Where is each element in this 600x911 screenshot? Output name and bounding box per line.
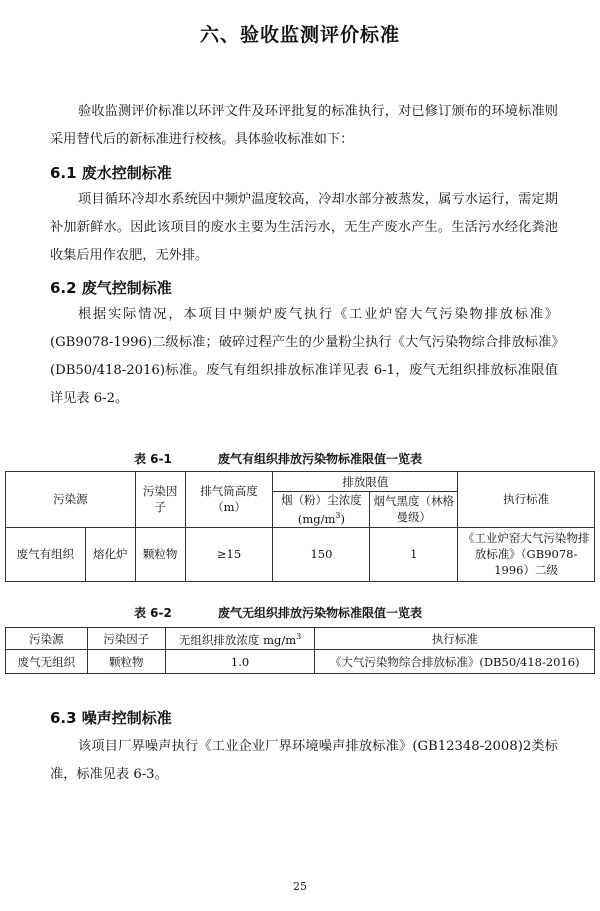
cell-factor: 颗粒物 xyxy=(87,650,165,674)
cell-source: 熔化炉 xyxy=(85,527,135,581)
header-standard: 执行标准 xyxy=(315,628,595,650)
cell-type: 废气有组织 xyxy=(6,527,86,581)
page-number: 25 xyxy=(293,880,307,893)
header-factor: 污染因子 xyxy=(135,472,185,528)
section-6-1-heading: 6.1 废水控制标准 xyxy=(50,164,172,182)
header-fugitive-concentration: 无组织排放浓度 $mg/m^3$ xyxy=(165,628,315,650)
section-6-3-text: 该项目厂界噪声执行《工业企业厂界环境噪声排放标准》(GB12348-2008)2类标准，标准见表 6-3。 xyxy=(50,739,558,782)
cell-height: ≥15 xyxy=(185,527,273,581)
cell-blackness: 1 xyxy=(370,527,458,581)
cell-concentration: 1.0 xyxy=(165,650,315,674)
table-6-2 xyxy=(5,627,595,674)
header-standard: 执行标准 xyxy=(458,472,595,528)
intro-paragraph: 验收监测评价标准以环评文件及环评批复的标准执行，对已修订颁布的环境标准则采用替代后的新标准进行校核。具体验收标准如下： xyxy=(50,104,558,147)
cell-standard: 《大气污染物综合排放标准》(DB50/418-2016) xyxy=(315,650,595,674)
table-6-2-number: 表 6-2 xyxy=(134,606,172,620)
section-6-1-text: 项目循环冷却水系统因中频炉温度较高，冷却水部分被蒸发，属亏水运行，需定期补加新鲜水。因此该项目的废水主要为生活污水，无生产废水产生。生活污水经化粪池收集后用作农肥，无外排。 xyxy=(50,192,558,263)
section-6-2-heading: 6.2 废气控制标准 xyxy=(50,279,172,297)
section-6-2-text: 根据实际情况，本项目中频炉废气执行《工业炉窑大气污染物排放标准》(GB9078-1996)二级标准；破碎过程产生的少量粉尘执行《大气污染物综合排放标准》(DB50/418-2016)标准。废气有组织排放标准详见表 6-1，废气无组织排放标准限值详见表 6-2。 xyxy=(50,307,558,406)
table-6-2-title: 废气无组织排放污染物标准限值一览表 xyxy=(218,606,423,620)
header-stack-height: 排气筒高度（m） xyxy=(185,472,273,528)
section-6-3-heading: 6.3 噪声控制标准 xyxy=(50,709,172,727)
cell-concentration: 150 xyxy=(273,527,370,581)
table-6-1-title: 废气有组织排放污染物标准限值一览表 xyxy=(218,452,423,466)
cell-factor: 颗粒物 xyxy=(135,527,185,581)
table-6-1 xyxy=(5,471,595,582)
header-smoke-blackness: 烟气黑度（林格曼级） xyxy=(370,492,458,528)
header-emission-limit: 排放限值 xyxy=(273,472,458,492)
cell-standard: 《工业炉窑大气污染物排放标准》（GB9078-1996）二级 xyxy=(458,527,595,581)
header-factor: 污染因子 xyxy=(87,628,165,650)
table-6-1-number: 表 6-1 xyxy=(134,452,172,466)
header-dust-concentration: 烟（粉）尘浓度 $(mg/m^3)$ xyxy=(273,492,370,528)
header-source: 污染源 xyxy=(6,472,136,528)
header-source: 污染源 xyxy=(6,628,88,650)
page-title: 六、验收监测评价标准 xyxy=(199,24,400,46)
cell-source: 废气无组织 xyxy=(6,650,88,674)
